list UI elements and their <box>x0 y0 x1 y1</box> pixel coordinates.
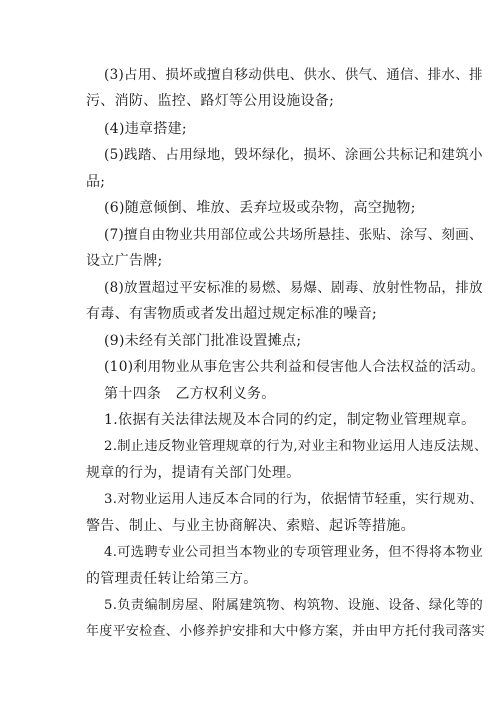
text-line-point-5a: 5.负责编制房屋、附属建筑物、构筑物、设施、设备、绿化等的 <box>104 598 484 613</box>
text-line-point-4b: 的管理责任转让给第三方。 <box>86 571 258 587</box>
text-line-point-1: 1.依据有关法律法规及本合同的约定，制定物业管理规章。 <box>104 412 476 428</box>
text-line-item-6: (6)随意倾倒、堆放、丢弃垃圾或杂物，高空抛物; <box>104 200 416 216</box>
text-line-item-3b: 污、消防、监控、路灯等公用设施设备; <box>86 93 335 109</box>
text-line-item-5a: (5)践踏、占用绿地，毁坏绿化，损坏、涂画公共标记和建筑小 <box>104 147 483 163</box>
text-line-item-8b: 有毒、有害物质或者发出超过规定标准的噪音; <box>86 306 378 322</box>
text-line-item-9: (9)未经有关部门批准设置摊点; <box>104 333 302 349</box>
text-line-point-5b: 年度平安检查、小修养护安排和大中修方案，并由甲方托付我司落实 <box>86 624 486 639</box>
text-line-point-2b: 规章的行为，提请有关部门处理。 <box>86 465 301 481</box>
text-line-item-10: (10)利用物业从事危害公共利益和侵害他人合法权益的活动。 <box>104 359 485 375</box>
text-line-point-4a: 4.可选聘专业公司担当本物业的专项管理业务，但不得将本物业 <box>104 545 484 560</box>
article-14-heading: 第十四条 乙方权利义务。 <box>104 386 276 402</box>
text-line-item-3a: (3)占用、损坏或擅自移动供电、供水、供气、通信、排水、排 <box>104 67 483 83</box>
text-line-point-2a: 2.制止违反物业管理规章的行为,对业主和物业运用人违反法规、 <box>104 439 488 454</box>
text-line-point-3a: 3.对物业运用人违反本合同的行为，依据情节轻重，实行规劝、 <box>104 492 484 507</box>
text-line-item-7a: (7)擅自由物业共用部位或公共场所悬挂、张贴、涂写、刻画、 <box>104 227 483 243</box>
text-line-item-7b: 设立广告牌; <box>86 253 163 269</box>
text-line-item-5b: 品; <box>86 174 106 190</box>
text-line-point-3b: 警告、制止、与业主协商解决、索赔、起诉等措施。 <box>86 518 415 534</box>
text-line-item-4: (4)违章搭建; <box>104 121 187 137</box>
text-line-item-8a: (8)放置超过平安标准的易燃、易爆、剧毒、放射性物品，排放 <box>104 280 483 296</box>
